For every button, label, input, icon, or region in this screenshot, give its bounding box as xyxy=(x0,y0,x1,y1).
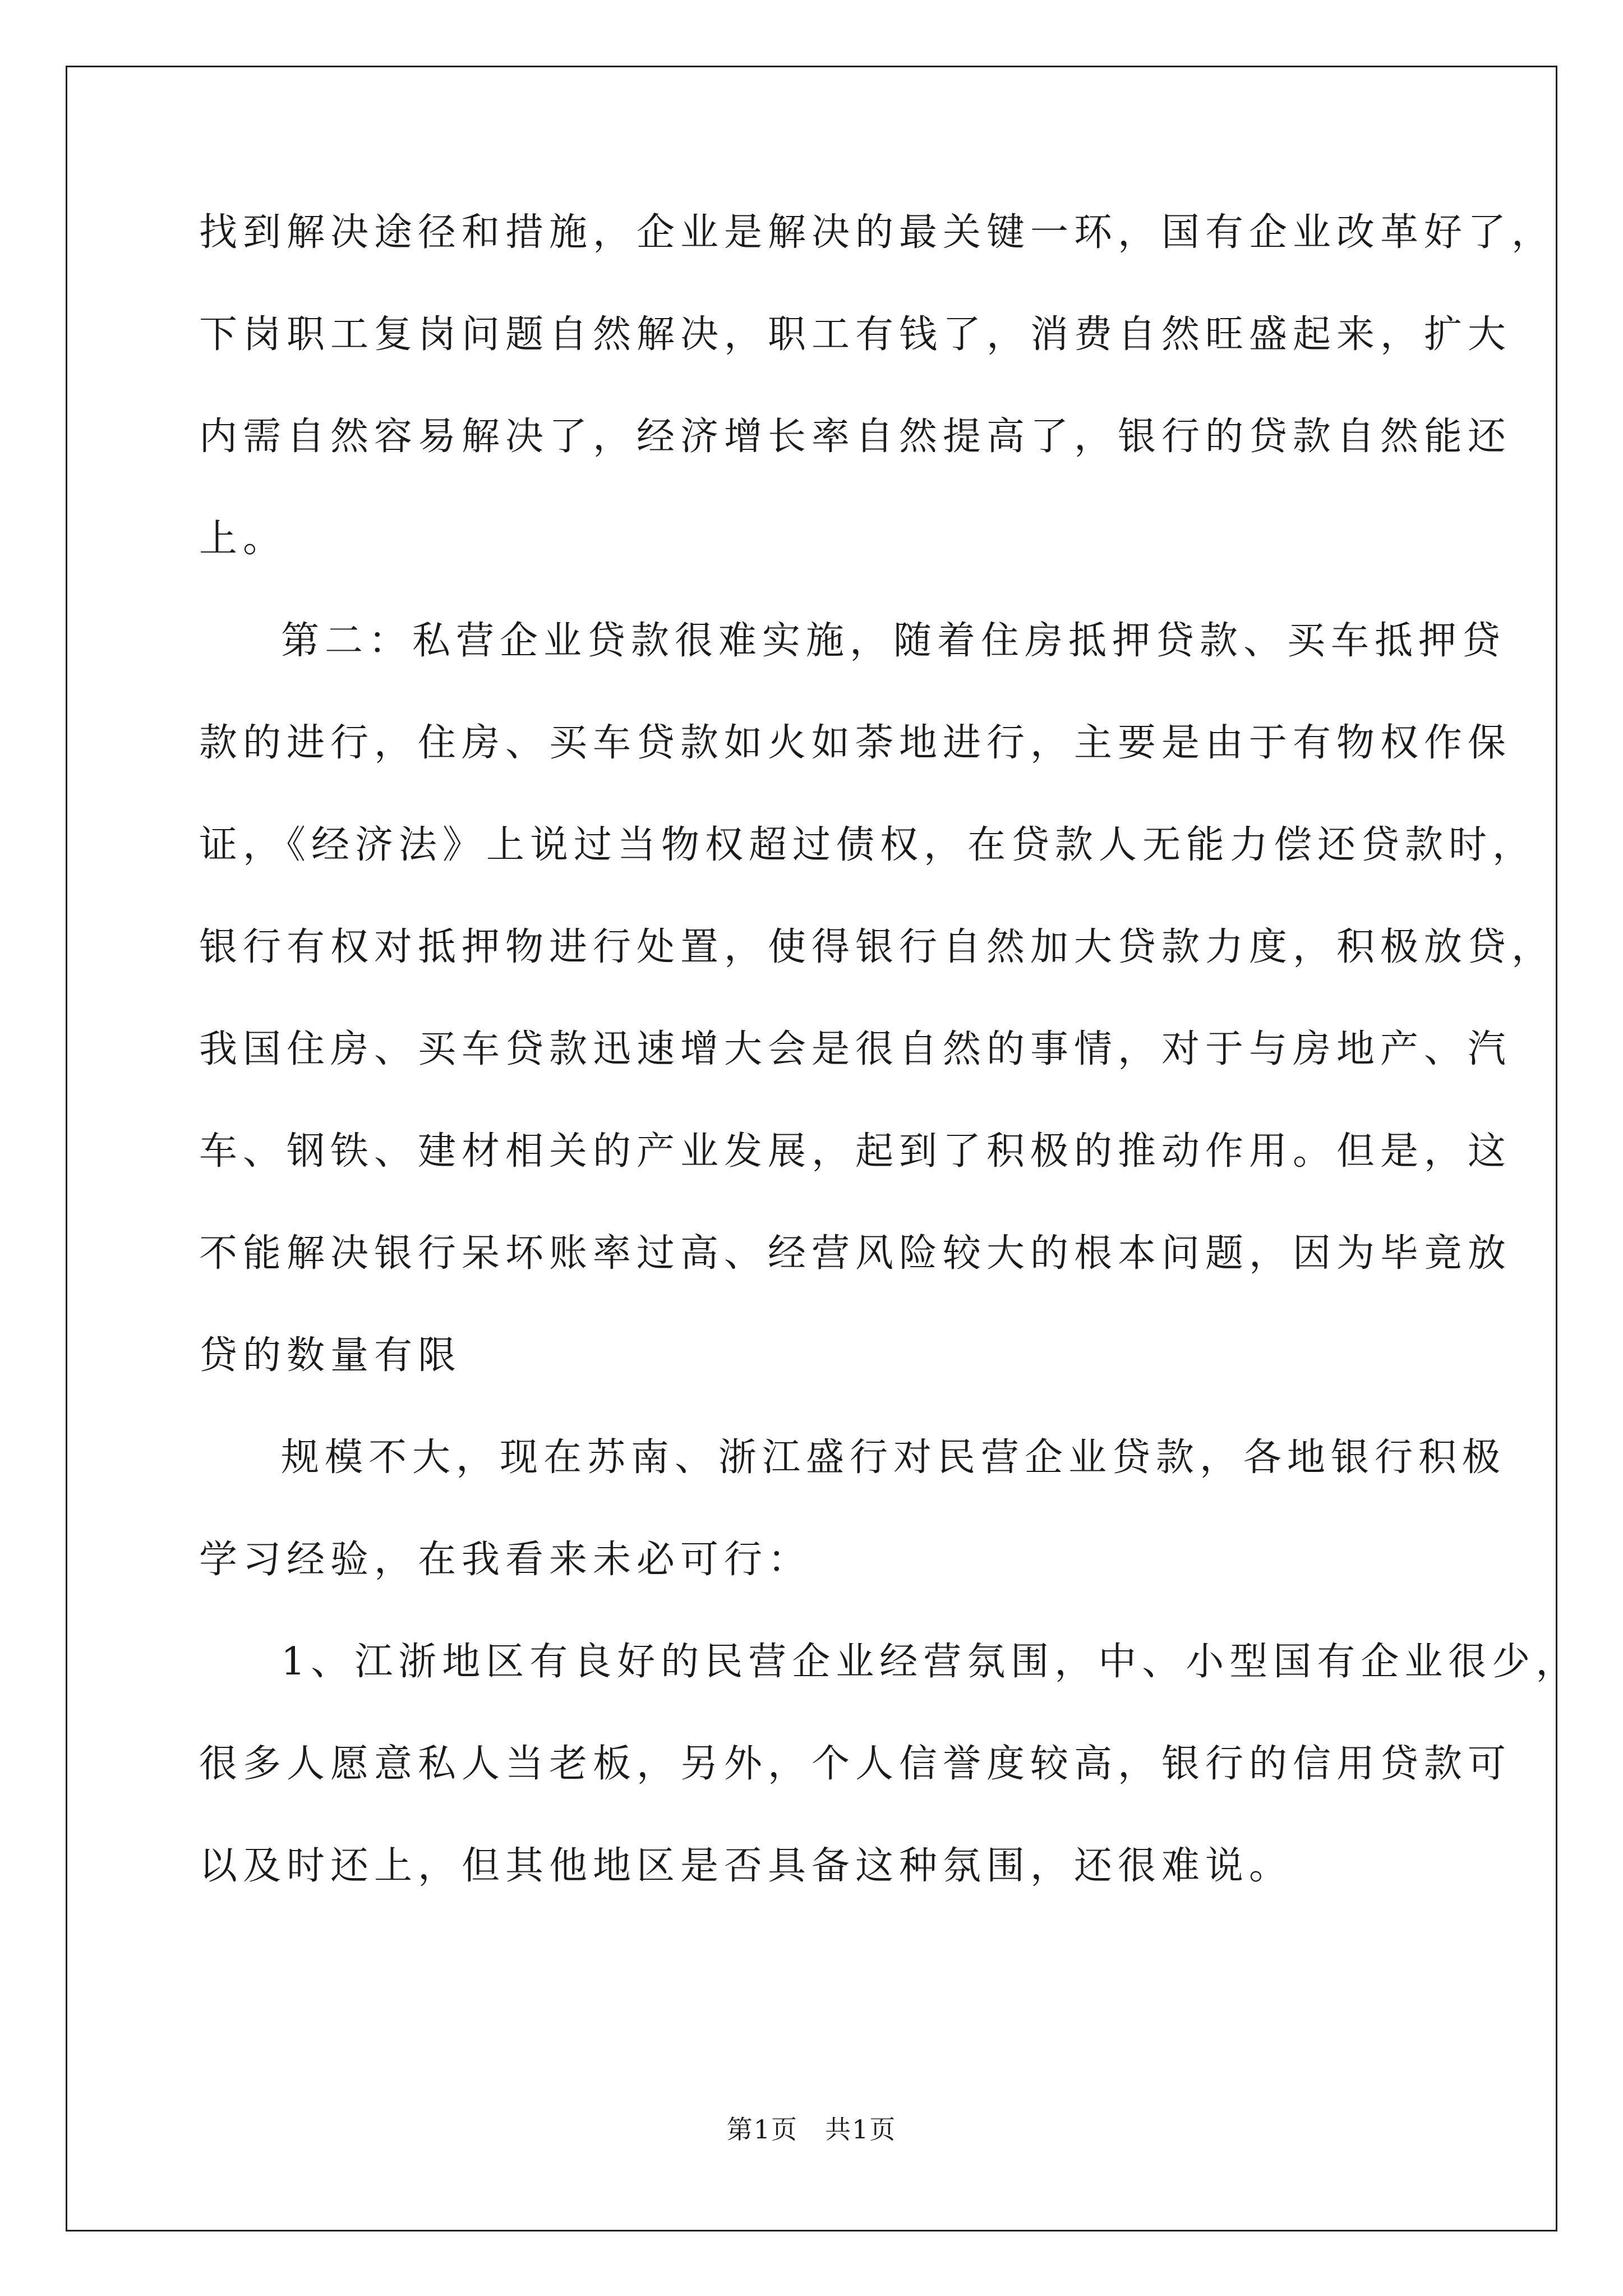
text-line: 找到解决途径和措施，企业是解决的最关键一环，国有企业改革好了， xyxy=(199,210,1556,255)
text-line: 上。 xyxy=(199,517,287,561)
text-line: 款的进行，住房、买车贷款如火如荼地进行，主要是由于有物权作保 xyxy=(199,721,1512,765)
text-line: 我国住房、买车贷款迅速增大会是很自然的事情，对于与房地产、汽 xyxy=(199,1027,1512,1071)
text-line: 证，《经济法》上说过当物权超过债权，在贷款人无能力偿还贷款时， xyxy=(199,823,1537,867)
paragraph-start-line: 规模不大，现在苏南、浙江盛行对民营企业贷款，各地银行积极 xyxy=(281,1435,1506,1480)
text-line: 车、钢铁、建材相关的产业发展，起到了积极的推动作用。但是，这 xyxy=(199,1129,1512,1174)
text-line: 下岗职工复岗问题自然解决，职工有钱了，消费自然旺盛起来，扩大 xyxy=(199,312,1512,357)
paragraph-start-line: 第二：私营企业贷款很难实施，随着住房抵押贷款、买车抵押贷 xyxy=(281,619,1506,663)
paragraph-start-line: 1、江浙地区有良好的民营企业经营氛围，中、小型国有企业很少， xyxy=(281,1640,1580,1684)
page-number-footer: 第1页 共1页 xyxy=(726,2114,897,2145)
text-line: 内需自然容易解决了，经济增长率自然提高了，银行的贷款自然能还 xyxy=(199,415,1512,459)
text-line: 贷的数量有限 xyxy=(199,1333,462,1378)
text-line: 不能解决银行呆坏账率过高、经营风险较大的根本问题，因为毕竟放 xyxy=(199,1231,1512,1276)
text-line: 很多人愿意私人当老板，另外，个人信誉度较高，银行的信用贷款可 xyxy=(199,1742,1512,1786)
text-line: 以及时还上，但其他地区是否具备这种氛围，还很难说。 xyxy=(199,1844,1293,1888)
text-line: 银行有权对抵押物进行处置，使得银行自然加大贷款力度，积极放贷， xyxy=(199,925,1556,969)
text-line: 学习经验，在我看来未必可行： xyxy=(199,1538,812,1582)
